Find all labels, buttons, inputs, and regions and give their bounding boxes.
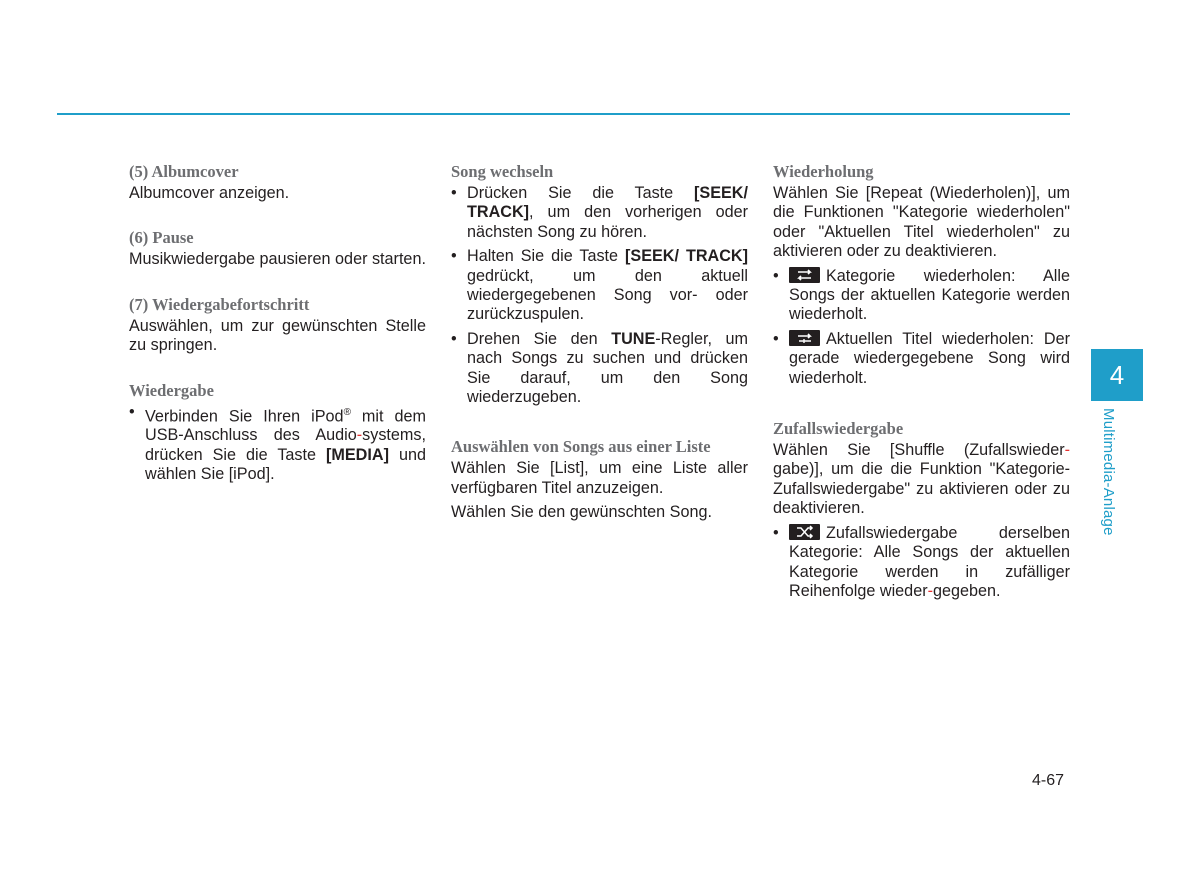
tune-key: TUNE [611,329,656,348]
list-item: • Drehen Sie den TUNE-Regler, um nach Songs zu suchen und drücken Sie darauf, um den Song wiederzugeben. [451,330,748,408]
pause-text: Musikwiedergabe pausieren oder starten. [129,250,426,269]
column-3 [773,162,1070,606]
list-item: • Verbinden Sie Ihren iPod® mit dem USB-Anschluss des Audio-systems, drücken Sie die Taste [MEDIA] und wählen Sie [iPod]. [129,403,426,485]
column-2 [451,162,748,523]
chapter-tab: 4 [1091,349,1143,401]
section-heading-playback: Wiedergabe [129,380,214,400]
list-item: • Aktuellen Titel wiederholen: Der gerade wiedergegebene Song wird wiederholt. [773,330,1070,388]
section-heading-shuffle: Zufallswiedergabe [773,419,904,439]
shuffle-list [773,524,1070,602]
repeat-one-icon [789,330,820,346]
section-heading-progress: (7) Wiedergabefortschritt [129,294,310,314]
shuffle-icon [789,524,820,540]
song-change-list [451,184,748,407]
section-heading-song-change: Song wechseln [451,162,554,181]
shuffle-text: Wählen Sie [Shuffle (Zufallswieder-gabe)], um die die Funktion "Kategorie-Zufallswiedergabe" zu aktivieren oder zu deaktivieren. [773,441,1070,518]
song-select-text-2: Wählen Sie den gewünschten Song. [451,503,712,522]
header-rule [57,113,1070,115]
list-item: • Kategorie wiederholen: Alle Songs der aktuellen Kategorie werden wiederholt. [773,267,1070,325]
section-heading-repeat: Wiederholung [773,162,874,181]
list-item: • Halten Sie die Taste [SEEK/ TRACK] gedrückt, um den aktuell wiedergegebenen Song vor- oder zurückzuspulen. [451,247,748,325]
progress-text: Auswählen, um zur gewünschten Stelle zu springen. [129,316,426,355]
chapter-title: Multimedia-Anlage [1100,408,1117,536]
page-number: 4-67 [1032,772,1065,789]
list-item: • Drücken Sie die Taste [SEEK/ TRACK], um den vorherigen oder nächsten Song zu hören. [451,184,748,242]
repeat-text: Wählen Sie [Repeat (Wiederholen)], um die Funktionen "Kategorie wiederholen" oder "Aktuellen Titel wiederholen" zu aktivieren oder zu deaktivieren. [773,184,1070,261]
repeat-category-icon [789,267,820,283]
list-item: • Zufallswiedergabe derselben Kategorie: Alle Songs der aktuellen Kategorie werden in zufälliger Reihenfolge wieder-gegeben. [773,524,1070,602]
section-heading-pause: (6) Pause [129,228,194,248]
column-1 [129,162,426,490]
playback-list [129,403,426,485]
media-key: [MEDIA] [326,445,389,464]
song-select-text-1: Wählen Sie [List], um eine Liste aller verfügbaren Titel anzuzeigen. [451,459,748,497]
seek-track-key: [SEEK/ TRACK] [467,184,748,222]
seek-track-key: [SEEK/ TRACK] [625,247,748,266]
repeat-list [773,267,1070,388]
albumcover-text: Albumcover anzeigen. [129,184,290,202]
section-heading-albumcover: (5) Albumcover [129,162,239,181]
section-heading-song-select: Auswählen von Songs aus einer Liste [451,437,711,457]
